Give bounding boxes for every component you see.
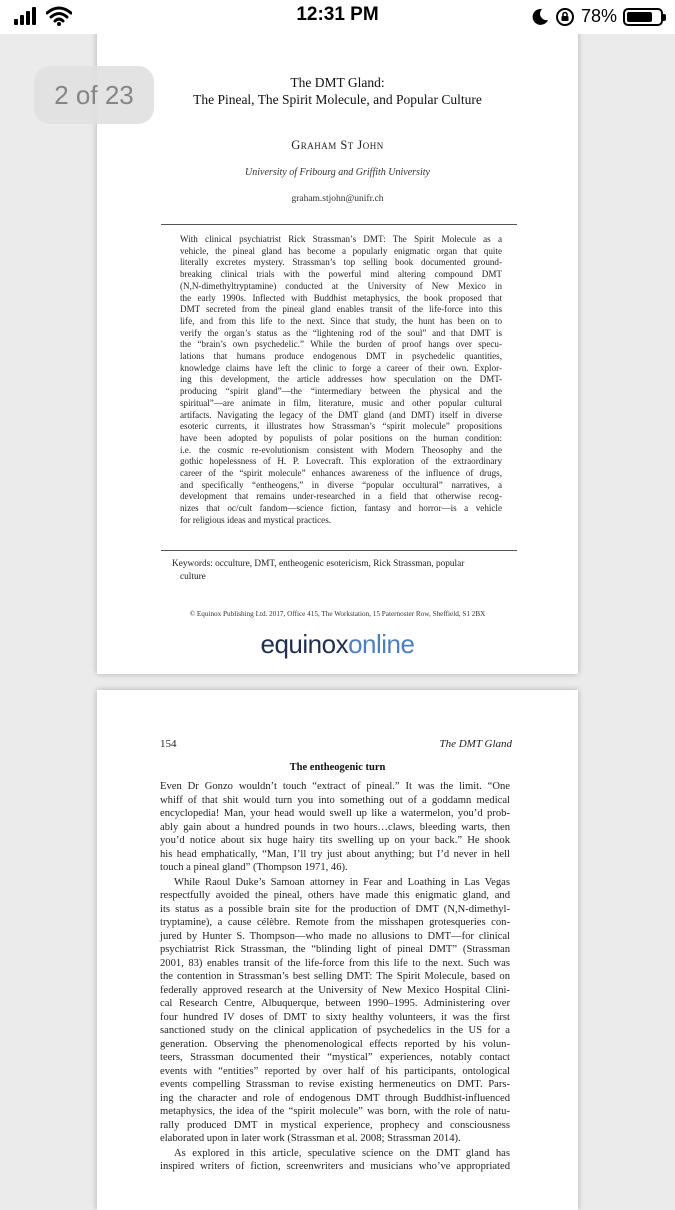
- page-number: 154: [160, 738, 177, 750]
- abstract-line: DMT secreted from the pineal gland enables transit of the life-force into this: [180, 304, 502, 315]
- body-line: its status as a possible brain site for the production of DMT (N,N-dimethyl-: [160, 903, 510, 915]
- document-page-1[interactable]: [97, 26, 578, 674]
- body-line: elaborated upon in later work (Strassman et al. 2008; Strassman 2014).: [160, 1133, 461, 1144]
- abstract-line: have been adopted by populists of polar positions on the human condition:: [180, 432, 502, 443]
- abstract-line: producing “spirit gland”—the “intermediary between the physical and the: [180, 386, 502, 397]
- abstract-bottom-rule: [161, 550, 517, 551]
- abstract-line: gothic hopelessness of H. P. Lovecraft. This exploration of the extraordinary: [180, 456, 502, 467]
- abstract-top-rule: [161, 224, 517, 225]
- body-line: cal Research Centre, Albuquerque, between 1990–1995. Administering over: [160, 998, 510, 1009]
- body-line: his head emphatically, “Man, I’ll try just about anything; but I’d never in hell: [160, 848, 510, 860]
- body-line: you’d notice about six huge hairy tits swelling up on your back.” He shook: [160, 835, 510, 846]
- body-line: four hundred IV doses of DMT to sixty healthy volunteers, it was the first: [160, 1011, 510, 1023]
- keywords-line-1: Keywords: occulture, DMT, entheogenic esotericism, Rick Strassman, popular: [172, 559, 465, 569]
- body-line: whiff of that shit would turn you into something out of a goddamn medical: [160, 794, 510, 806]
- abstract-line: artifacts. Navigating the legacy of the DMT gland (and DMT) itself in diverse: [180, 409, 502, 420]
- article-title-line-1: The DMT Gland:: [290, 75, 385, 90]
- body-line: inspired writers of fiction, screenwriters and musicians who’ve appropriated: [160, 1161, 510, 1172]
- copyright-notice: © Equinox Publishing Ltd. 2017, Office 415, The Workstation, 15 Paternoster Row, Sheffield, S1 2BX: [189, 610, 486, 618]
- keywords-line-2: culture: [180, 571, 206, 582]
- body-line: teers, Strassman documented their “mystical” experiences, notably contact: [160, 1052, 510, 1063]
- body-line: 2001, 83) enables transit of the life-force from this life to the next. Such was: [160, 957, 510, 969]
- author-name: Graham St John: [291, 138, 384, 152]
- abstract-line: life, and from this life to the next. Since that study, the hunt has been on to: [180, 315, 502, 326]
- abstract-line: literally excretes mystery. Strassman’s top selling book documented ground-: [180, 257, 502, 268]
- abstract-line: and specifically “entheogens,” in diverse “popular occultural” narratives, a: [180, 479, 502, 490]
- body-line: tryptamine), a cause célèbre. Remote from the misshapen grotesqueries con-: [160, 917, 510, 928]
- body-line: rally produced DMT in mystical experience, prophecy and consciousness: [160, 1119, 510, 1131]
- abstract-line: breaking clinical trials with the powerful mind altering compound DMT: [180, 269, 502, 280]
- body-line: ably gain about a hundred pounds in two hours…claws, bleeding warts, then: [160, 821, 510, 833]
- orientation-lock-icon: [555, 7, 575, 27]
- abstract-line: nizes that oc/cult fandom—science fiction, fantasy and horror—is a vehicle: [180, 503, 502, 514]
- abstract-line: the “brain’s own psychedelic.” While the burden of proof hangs over specu-: [180, 339, 502, 350]
- abstract-line: With clinical psychiatrist Rick Strassman’s DMT: The Spirit Molecule as a: [180, 234, 502, 244]
- body-line: generation. Observing the phenomenological effects reported by his volun-: [160, 1038, 510, 1050]
- abstract-line: esoteric currents, it illustrates how Strassman’s “spirit molecule” propositions: [180, 421, 502, 432]
- body-line: ing the character and role of endogenous DMT through Buddhist-influenced: [160, 1092, 510, 1104]
- battery-percent: 78%: [580, 6, 617, 26]
- body-line: respectfully avoided the pineal, others have made this enigmatic gland, and: [160, 890, 510, 901]
- running-title: The DMT Gland: [439, 738, 512, 750]
- body-line: While Raoul Duke’s Samoan attorney in Fear and Loathing in Las Vegas: [174, 876, 510, 888]
- document-page-2[interactable]: [97, 690, 578, 1210]
- abstract-line: lations that humans produce endogenous DMT in psychedelic quantities,: [180, 351, 502, 362]
- body-line: psychiatrist Rick Strassman, the “blinding light of pineal DMT” (Strassman: [160, 944, 510, 955]
- body-line: sanctioned study on the clinical application of psychedelics in the US for a: [160, 1025, 510, 1036]
- keywords: [172, 558, 502, 583]
- body-line: As explored in this article, speculative science on the DMT gland has: [174, 1147, 510, 1159]
- page-indicator: 2 of 23: [34, 66, 154, 124]
- battery-icon: [623, 8, 663, 26]
- body-line: events with “entities” reported by over half of his participants, ontological: [160, 1065, 510, 1077]
- abstract-line: development that remains under-researched in a field that otherwise recog-: [180, 491, 502, 502]
- abstract-line: vehicle, the pineal gland has become a popularly enigmatic organ that quite: [180, 245, 502, 256]
- section-heading: The entheogenic turn: [289, 762, 386, 773]
- abstract-line: verify the organ’s status as the “lightening rod of the soul” and that DMT is: [180, 327, 502, 338]
- abstract-line: ing this development, the article addresses how speculation on the DMT-: [180, 374, 502, 385]
- body-line: jured by Hunter S. Thompson—who made no allusions to DMT—for clinical: [160, 930, 510, 942]
- body-line: encyclopedia! Man, your head would swell up like a watermelon, you’d prob-: [160, 808, 510, 819]
- article-body: [160, 780, 510, 1175]
- status-bar: [0, 0, 675, 34]
- abstract-line: i.e. the cosmic re-evolutionism consistent with Modern Theosophy and the: [180, 444, 502, 455]
- body-paragraph: [160, 780, 510, 875]
- equinox-online-logo: equinoxonline: [260, 629, 415, 659]
- body-line: events compelling Strassman to revise existing hermeneutics on DMT. Pars-: [160, 1079, 510, 1090]
- abstract-line: knowledge claims have left the clinic to forge a career of their own. Explor-: [180, 362, 502, 373]
- body-line: the contention in Strassman’s best selling DMT: The Spirit Molecule, based on: [160, 971, 510, 982]
- abstract-line: career of the “spirit molecule” enhances awareness of the influence of drugs,: [180, 468, 502, 479]
- article-title-line-2: The Pineal, The Spirit Molecule, and Popular Culture: [193, 92, 482, 107]
- body-paragraph: [160, 876, 510, 1146]
- body-line: touch a pineal gland” (Thompson 1971, 46).: [160, 862, 348, 873]
- status-time: 12:31 PM: [296, 4, 379, 25]
- abstract-line: for religious ideas and mystical practices.: [180, 514, 332, 525]
- body-line: federally approved research at the University of New Mexico Hospital Clini-: [160, 984, 510, 996]
- moon-icon: [531, 8, 549, 26]
- author-affiliation: University of Fribourg and Griffith University: [245, 167, 430, 178]
- author-email: graham.stjohn@unifr.ch: [291, 194, 384, 204]
- body-line: metaphysics, the idea of the “spirit molecule” was born, with the role of natu-: [160, 1106, 510, 1117]
- body-line: Even Dr Gonzo wouldn’t touch “extract of pineal.” It was the limit. “One: [160, 781, 510, 792]
- abstract-line: spiritual”—are animate in film, literature, music and other popular cultural: [180, 397, 502, 408]
- body-paragraph: [160, 1147, 510, 1174]
- abstract-line: (N,N-dimethyltryptamine) conducted at the University of New Mexico in: [180, 280, 502, 291]
- abstract: [180, 234, 502, 527]
- abstract-line: the early 1990s. Inflected with Buddhist metaphysics, the book proposed that: [180, 292, 502, 303]
- article-title: [97, 74, 578, 108]
